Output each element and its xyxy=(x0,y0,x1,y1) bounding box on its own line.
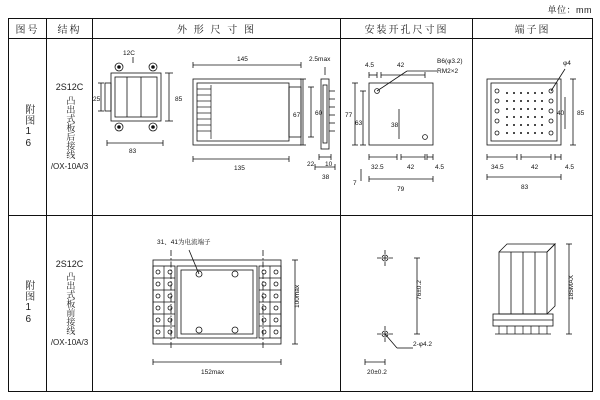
hole-drawing-1 xyxy=(341,39,471,213)
cell-hole-1 xyxy=(341,39,473,216)
hole-dim-rm2: RM2×2 xyxy=(437,68,459,75)
hole-dim-79: 79 xyxy=(397,186,405,193)
table-row xyxy=(9,215,593,392)
outline-drawing-2 xyxy=(93,216,339,390)
terminal-dim-185max: 185MAX xyxy=(568,274,575,300)
outline-drawing-1 xyxy=(93,39,339,213)
outline-dim-85: 85 xyxy=(175,96,183,103)
cell-drawing-no-2 xyxy=(9,215,47,392)
terminal-dim-83: 83 xyxy=(521,184,529,191)
header-drawing-no: 图号 xyxy=(9,19,47,39)
terminal-dim-345: 34.5 xyxy=(491,164,504,171)
hole-dim-42-top: 42 xyxy=(397,62,405,69)
cell-structure-2 xyxy=(47,215,93,392)
terminal-drawing-2 xyxy=(473,216,591,390)
outline-dim-67: 67 xyxy=(293,112,301,119)
outline-note-current-terminals: 31、41为电流端子 xyxy=(157,238,211,246)
header-structure: 结构 xyxy=(47,19,93,39)
structure-description: 凸出式板后接线 xyxy=(65,95,76,159)
structure-code: 2S12C xyxy=(55,82,84,93)
outline-dim-38: 38 xyxy=(322,174,330,181)
hole-dim-63: 63 xyxy=(355,120,363,127)
outline-dim-25: 25 xyxy=(93,96,101,103)
structure-model: /OX-10A/3 xyxy=(50,338,89,348)
hole-dim-325: 32.5 xyxy=(371,164,384,171)
unit-note: 单位：mm xyxy=(547,5,592,15)
drawing-no-label: 附图16 xyxy=(22,103,34,150)
dimension-table xyxy=(8,18,593,392)
hole-dim-38: 38 xyxy=(391,122,399,129)
outline-dim-135: 135 xyxy=(234,165,245,172)
structure-code: 2S12C xyxy=(55,258,84,269)
cell-outline-2 xyxy=(93,215,341,392)
terminal-dim-85: 85 xyxy=(577,110,585,117)
header-terminal: 端子图 xyxy=(473,19,593,39)
outline-dim-145: 145 xyxy=(237,56,248,63)
outline-dim-60: 60 xyxy=(315,110,323,117)
hole-dim-20: 20±0.2 xyxy=(367,368,387,376)
header-outline: 外 形 尺 寸 图 xyxy=(93,19,341,39)
outline-dim-12c: 12C xyxy=(123,50,135,57)
header-hole: 安装开孔尺寸图 xyxy=(341,19,473,39)
cell-terminal-1 xyxy=(473,39,593,216)
cell-drawing-no-1 xyxy=(9,39,47,216)
hole-dim-2phi42: 2-φ4.2 xyxy=(413,340,433,348)
hole-dim-b6: B6(φ3.2) xyxy=(437,58,463,65)
outline-dim-83: 83 xyxy=(129,148,137,155)
terminal-dim-42: 42 xyxy=(531,164,539,171)
structure-description: 凸出式板前接线 xyxy=(65,272,76,336)
outline-dim-10: 10 xyxy=(325,161,333,168)
terminal-dim-40: 40 xyxy=(557,110,565,117)
terminal-dim-45: 4.5 xyxy=(565,164,575,171)
outline-dim-100max: 100max xyxy=(294,284,301,308)
table-header-row xyxy=(9,19,593,39)
outline-dim-22: 22 xyxy=(307,161,315,168)
terminal-drawing-1 xyxy=(473,39,591,213)
outline-dim-25max: 2.5max xyxy=(309,56,331,63)
cell-outline-1 xyxy=(93,39,341,216)
cell-hole-2 xyxy=(341,215,473,392)
hole-dim-7: 7 xyxy=(353,180,357,187)
hole-dim-45-bot: 4.5 xyxy=(435,164,445,171)
outline-dim-152max: 152max xyxy=(201,368,225,376)
cell-structure-1 xyxy=(47,39,93,216)
structure-model: /OX-10A/3 xyxy=(50,161,89,171)
hole-drawing-2 xyxy=(341,216,471,390)
terminal-dim-phi4: φ4 xyxy=(563,60,571,67)
table-row xyxy=(9,39,593,216)
hole-dim-76: 76±0.2 xyxy=(416,279,423,300)
hole-dim-45-top: 4.5 xyxy=(365,62,375,69)
hole-dim-42-bot: 42 xyxy=(407,164,415,171)
hole-dim-77: 77 xyxy=(345,112,353,119)
drawing-no-label: 附图16 xyxy=(22,280,34,327)
cell-terminal-2 xyxy=(473,215,593,392)
